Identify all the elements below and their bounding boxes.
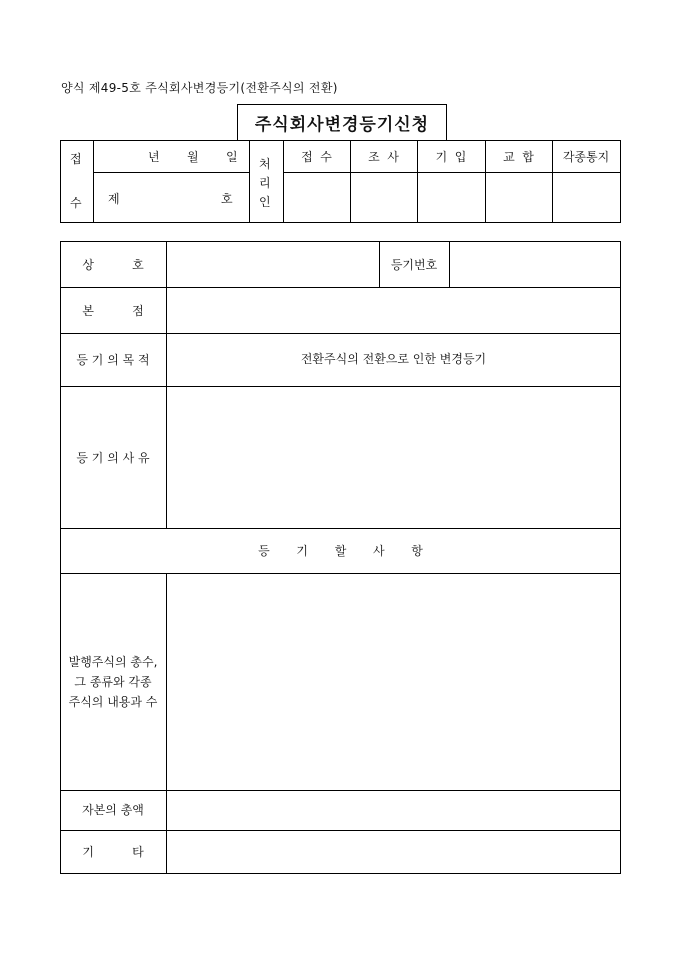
date-month-label: 월 xyxy=(187,150,199,164)
shares-label-line: 발행주식의 총수, xyxy=(68,655,158,669)
step-verify: 교 합 xyxy=(503,150,534,164)
reason-field[interactable] xyxy=(167,387,620,528)
trade-name-label: 상 호 xyxy=(82,258,144,272)
date-year-label: 년 xyxy=(148,150,160,164)
shares-label-line: 주식의 내용과 수 xyxy=(68,695,158,709)
number-prefix: 제 xyxy=(108,192,120,206)
purpose-label: 등 기 의 목 적 xyxy=(76,353,150,367)
capital-field[interactable] xyxy=(167,791,620,830)
number-suffix: 호 xyxy=(221,192,233,206)
receipt-label-bottom: 수 xyxy=(70,196,82,210)
registration-number-label: 등기번호 xyxy=(390,258,438,272)
other-label: 기 타 xyxy=(82,845,144,859)
form-code: 양식 제49-5호 주식회사변경등기(전환주식의 전환) xyxy=(61,81,338,95)
step-notices: 각종통지 xyxy=(562,150,610,164)
step-receipt: 접 수 xyxy=(301,150,332,164)
purpose-value: 전환주식의 전환으로 인한 변경등기 xyxy=(300,352,487,366)
processing-char-2: 리 xyxy=(259,176,271,190)
date-day-label: 일 xyxy=(226,150,238,164)
capital-label: 자본의 총액 xyxy=(82,803,144,817)
items-heading: 등 기 할 사 항 xyxy=(258,544,423,558)
step-review: 조 사 xyxy=(368,150,399,164)
form-title: 주식회사변경등기신청 xyxy=(237,104,447,140)
receipt-label-top: 접 xyxy=(70,152,82,166)
shares-label-line: 그 종류와 각종 xyxy=(74,675,152,689)
step-entry: 기 입 xyxy=(435,150,467,164)
head-office-field[interactable] xyxy=(167,288,620,333)
trade-name-field[interactable] xyxy=(167,242,378,287)
processing-char-1: 처 xyxy=(259,157,271,171)
processing-char-3: 인 xyxy=(259,195,271,209)
registration-number-field[interactable] xyxy=(450,242,620,287)
shares-field[interactable] xyxy=(167,574,620,790)
head-office-label: 본 점 xyxy=(82,304,144,318)
other-field[interactable] xyxy=(167,831,620,873)
reason-label: 등 기 의 사 유 xyxy=(76,451,150,465)
shares-label xyxy=(60,652,166,712)
